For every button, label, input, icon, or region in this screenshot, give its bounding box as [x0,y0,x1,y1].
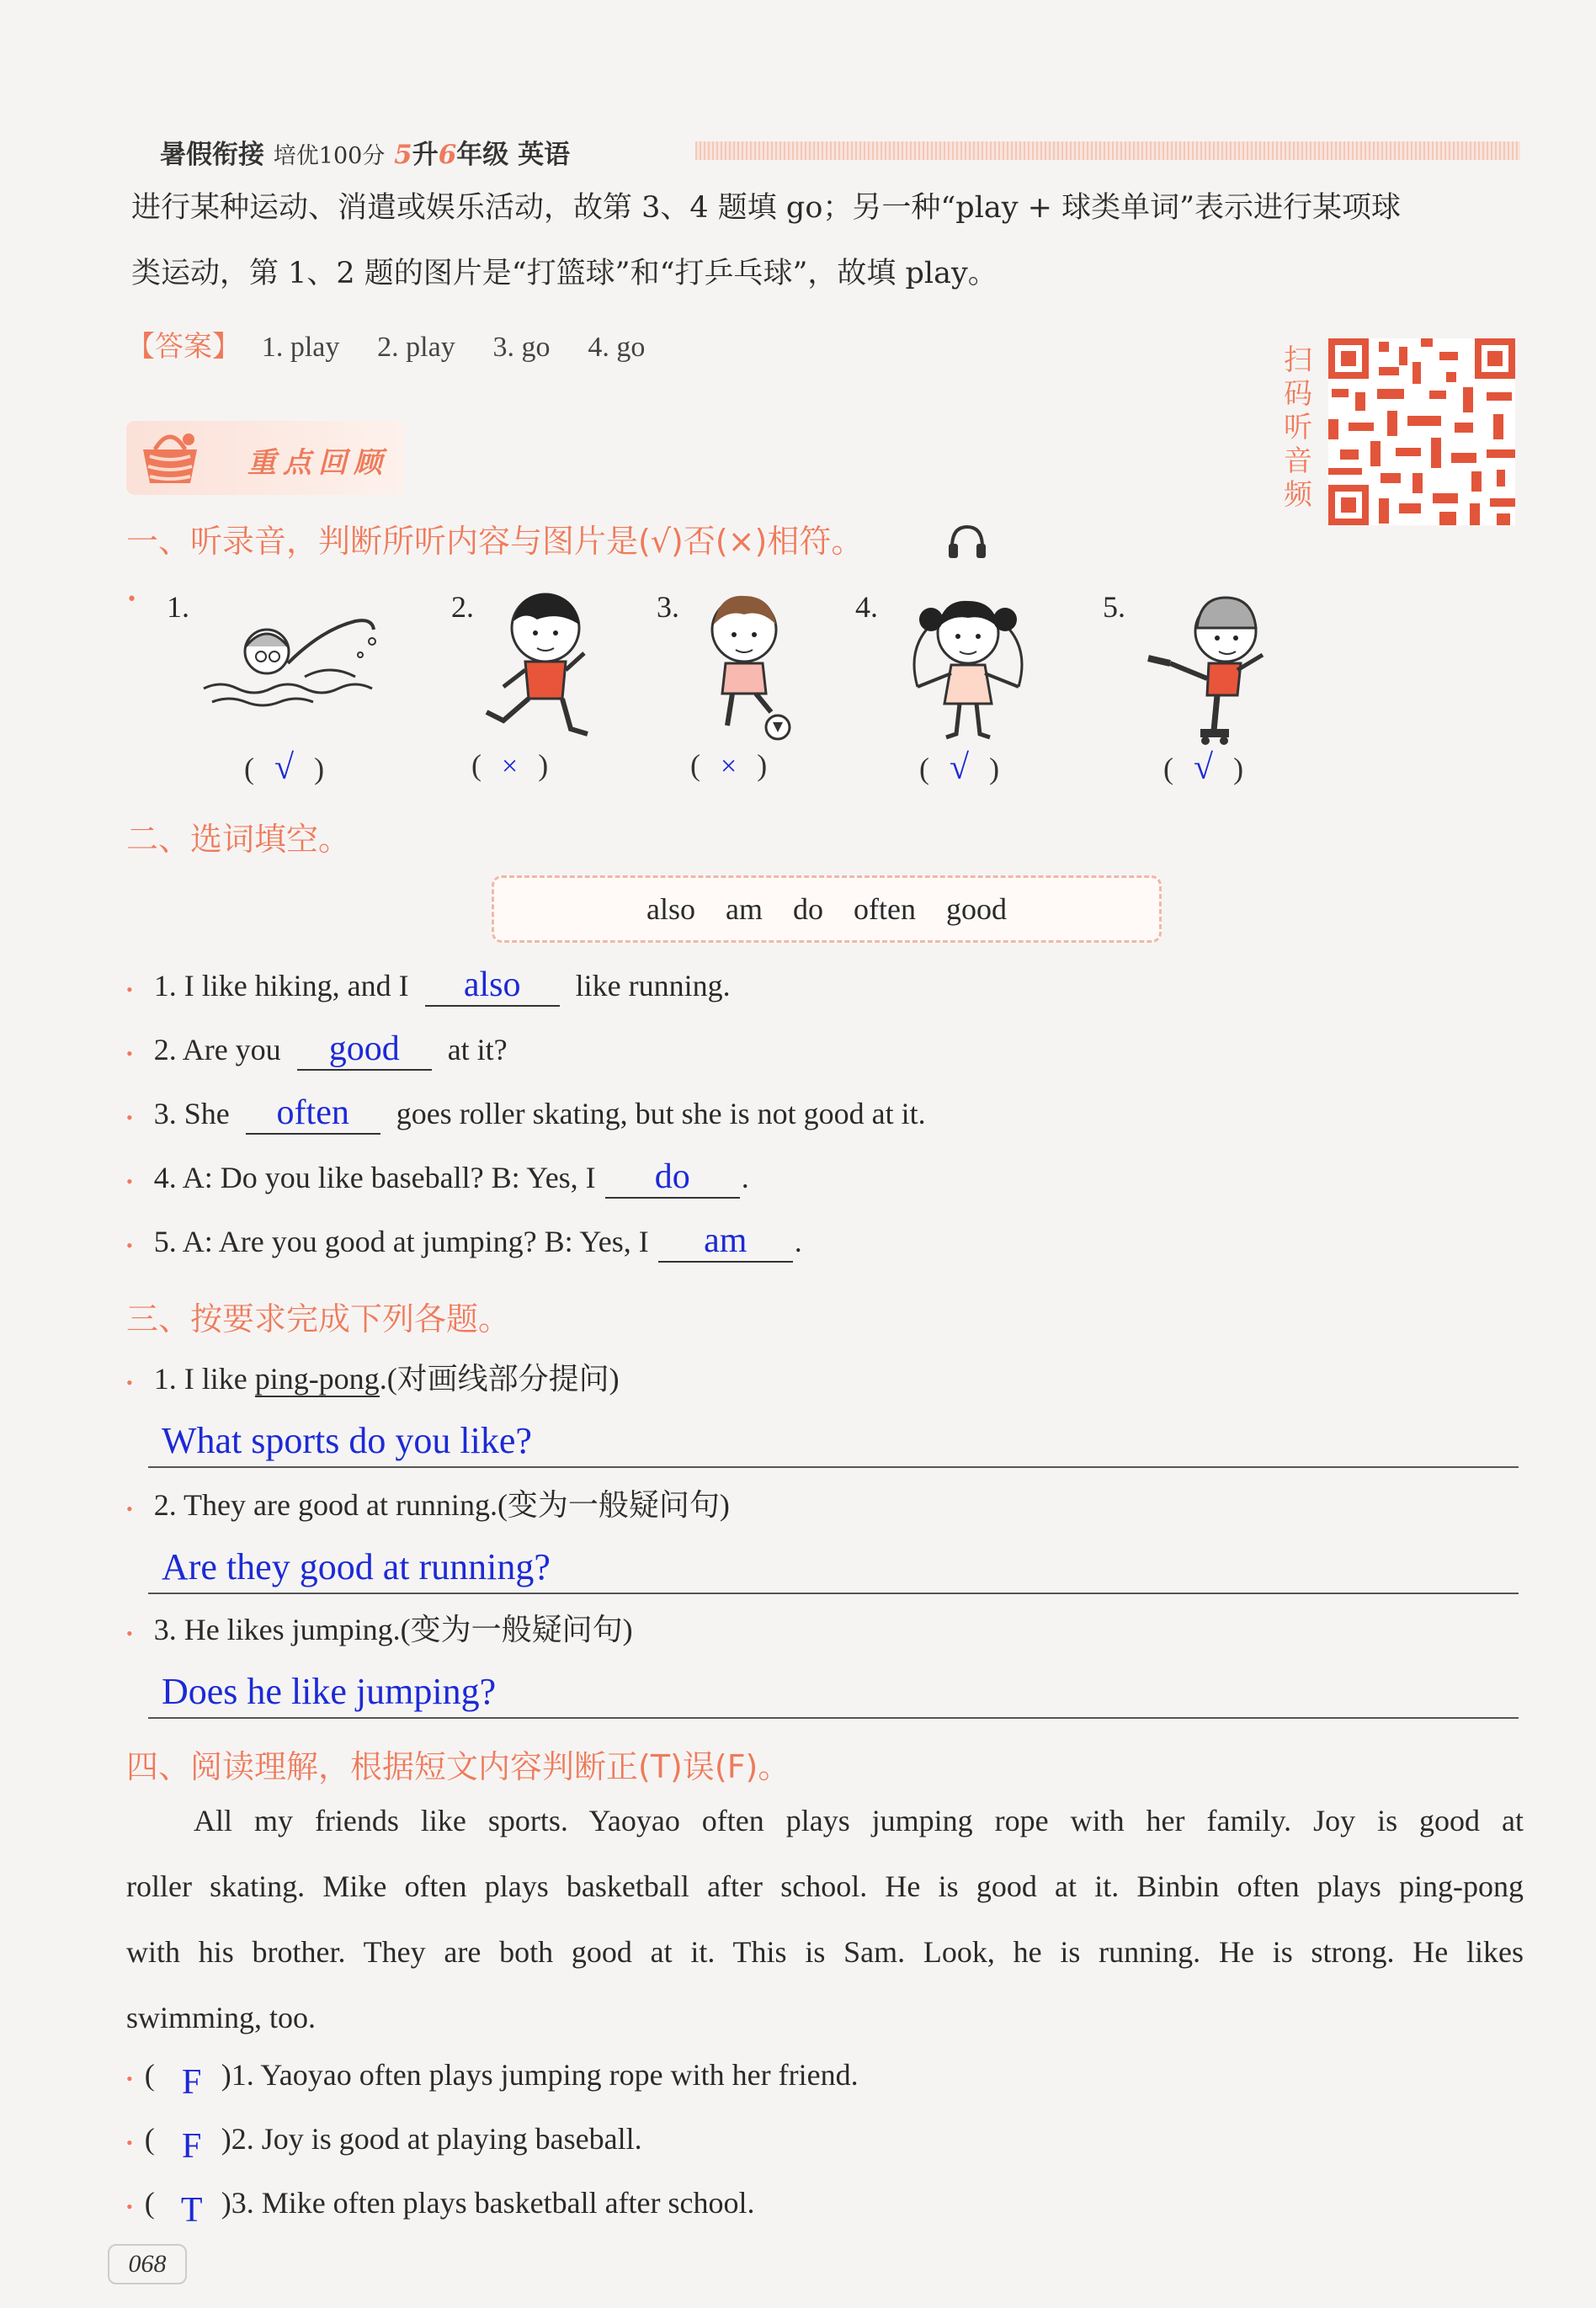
fill-blank-question: • 4. A: Do you like baseball? B: Yes, I do . [126,1157,749,1199]
word-bank-word: also [646,892,696,926]
true-false-item: • ( F )2. Joy is good at playing baseball. [126,2122,642,2166]
question-text: 3. He likes jumping.(变为一般疑问句) [153,1613,633,1646]
section1-title-text: 一、听录音，判断所听内容与图片是(√)否(×)相符。 [126,523,864,560]
paren-open: ( [1163,752,1173,785]
question-text: . [794,1225,802,1258]
word-bank-word: am [726,892,763,926]
section1-title [126,515,863,561]
question-text: 2. Are you [153,1033,281,1066]
fill-blank-question: • 1. I like hiking, and I also like running. [126,965,731,1007]
paren-close: ) [757,748,768,782]
question-text: at it? [447,1033,508,1066]
tf-statement: )2. Joy is good at playing baseball. [221,2122,642,2156]
question-text: 3. She [153,1097,230,1130]
answer-parentheses [244,747,324,788]
header-bar [695,141,1520,160]
rewrite-answer[interactable]: What sports do you like? [162,1420,532,1461]
tf-statement: )3. Mike often plays basketball after school. [221,2186,755,2220]
answer-blank[interactable] [605,1157,740,1199]
paren-open: ( [690,748,700,782]
tf-answer[interactable]: F [182,2063,202,2102]
question-text: 1. I like hiking, and I [153,969,409,1002]
running-boy-picture [478,586,604,746]
header-subtitle: 培优100分 [273,143,386,169]
word-bank-word: often [854,892,916,926]
question-text: like running. [575,969,731,1002]
listen-answer[interactable]: × [721,751,737,782]
answer-parentheses [690,747,767,783]
swimming-boy-picture [195,596,389,714]
answer-blank[interactable] [658,1220,793,1263]
header-subject: 英语 [518,140,571,170]
answer-row [126,323,645,364]
explanation-line-1: 进行某种运动、消遣或娱乐活动，故第 3、4 题填 go；另一种“play + 球类单词”表示进行某项球 [131,191,1401,225]
rewrite-answer[interactable]: Are they good at running? [162,1546,551,1587]
reading-passage [126,1788,1524,2050]
word-bank [492,875,1162,943]
paren-close: ) [314,752,325,785]
underlined-word: ping-pong [254,1362,380,1396]
question-text: 5. A: Are you good at jumping? B: Yes, I [153,1225,649,1258]
qr-code-icon[interactable] [1328,338,1515,525]
section2-title: 二、选词填空。 [126,821,351,858]
page-number: 068 [108,2244,187,2284]
passage-line: swimming, too. [126,2001,317,2034]
tf-statement: )1. Yaoyao often plays jumping rope with her friend. [221,2058,859,2092]
qr-caption: 扫码听音频 [1284,343,1312,512]
rewrite-question: • 3. He likes jumping.(变为一般疑问句) [126,1613,633,1646]
answer-label: 【答案】 [126,330,241,364]
listen-item-number: 3. [657,590,679,624]
question-text: 2. They are good at running.(变为一般疑问句) [153,1488,730,1522]
question-text: 4. A: Do you like baseball? B: Yes, I [153,1161,596,1194]
roller-skating-boy-picture [1136,586,1279,746]
listen-answer[interactable]: √ [274,748,295,787]
tf-answer[interactable]: F [182,2127,202,2166]
jumping-rope-girl-picture [892,586,1044,746]
question-text: . [741,1161,749,1194]
fill-blank-question: • 2. Are you good at it? [126,1029,508,1071]
listen-answer[interactable]: × [502,751,519,782]
header-series: 暑假衔接 [160,140,264,170]
true-false-item: • ( F )1. Yaoyao often plays jumping rope with her friend. [126,2058,859,2102]
paren-close: ) [989,752,1000,785]
page-header [160,133,570,171]
review-banner [126,421,404,495]
header-grade-sep: 升 [412,140,439,170]
answer-parentheses [1163,747,1243,788]
listen-item-number: 4. [855,590,878,624]
tf-answer[interactable]: T [180,2191,203,2230]
blank-answer: good [328,1029,400,1068]
blank-answer: often [276,1093,349,1132]
fill-blank-question: • 3. She often goes roller skating, but she is not good at it. [126,1093,926,1135]
answer-item: 1. play [261,332,340,363]
question-text: 1. I like [153,1362,255,1396]
passage-line: All my friends like sports. Yaoyao often plays jumping rope with her family. Joy is good at [194,1804,1524,1837]
listen-item-number: 2. [451,590,474,624]
listen-answer[interactable]: √ [1194,748,1214,787]
answer-blank[interactable] [297,1029,432,1071]
passage-line: roller skating. Mike often plays basketball after school. He is good at it. Binbin often plays ping-pong [126,1869,1524,1903]
listen-item-number: 1. [167,590,189,624]
blank-answer: am [704,1221,747,1260]
paren-open: ( [919,752,929,785]
answer-parentheses [919,747,999,788]
rewrite-answer[interactable]: Does he like jumping? [162,1671,497,1712]
answer-line [148,1466,1519,1468]
section4-title: 四、阅读理解，根据短文内容判断正(T)误(F)。 [126,1748,790,1785]
rewrite-question: • 1. I like ping-pong.(对画线部分提问) [126,1362,620,1396]
listen-item-number: 5. [1103,590,1125,624]
football-boy-picture [690,586,800,746]
true-false-item: • ( T )3. Mike often plays basketball after school. [126,2186,755,2230]
rewrite-question: • 2. They are good at running.(变为一般疑问句) [126,1488,730,1522]
question-text: goes roller skating, but she is not good at it. [396,1097,926,1130]
section3-title: 三、按要求完成下列各题。 [126,1300,511,1337]
blank-answer: do [654,1157,690,1196]
answer-item: 2. play [377,332,455,363]
explanation-text [131,175,1529,306]
question-text: .(对画线部分提问) [379,1362,620,1396]
word-bank-word: good [945,892,1007,926]
fill-blank-question: • 5. A: Are you good at jumping? B: Yes, I am . [126,1220,802,1263]
answer-line [148,1593,1519,1594]
listen-answer[interactable]: √ [950,748,970,787]
headphones-icon[interactable] [946,522,988,561]
blank-answer: also [463,965,521,1004]
explanation-line-2: 类运动，第 1、2 题的图片是“打篮球”和“打乒乓球”，故填 play。 [131,257,998,290]
header-grade-a: 5 [394,140,412,170]
answer-line [148,1717,1519,1719]
paren-close: ) [538,748,549,782]
answer-parentheses [471,747,548,783]
passage-line: with his brother. They are both good at it. This is Sam. Look, he is running. He is strong. He likes [126,1935,1524,1969]
bullet-dot: • [126,589,137,610]
word-bank-word: do [793,892,823,926]
answer-item: 3. go [492,332,551,363]
header-grade-word: 年级 [456,140,509,170]
paren-open: ( [471,748,481,782]
basket-icon [138,428,202,488]
header-grade-b: 6 [438,140,457,170]
answer-item: 4. go [588,332,646,363]
review-title: 重点回顾 [247,446,389,480]
paren-close: ) [1233,752,1244,785]
answer-blank[interactable] [425,965,560,1007]
paren-open: ( [244,752,254,785]
answer-blank[interactable] [246,1093,380,1135]
